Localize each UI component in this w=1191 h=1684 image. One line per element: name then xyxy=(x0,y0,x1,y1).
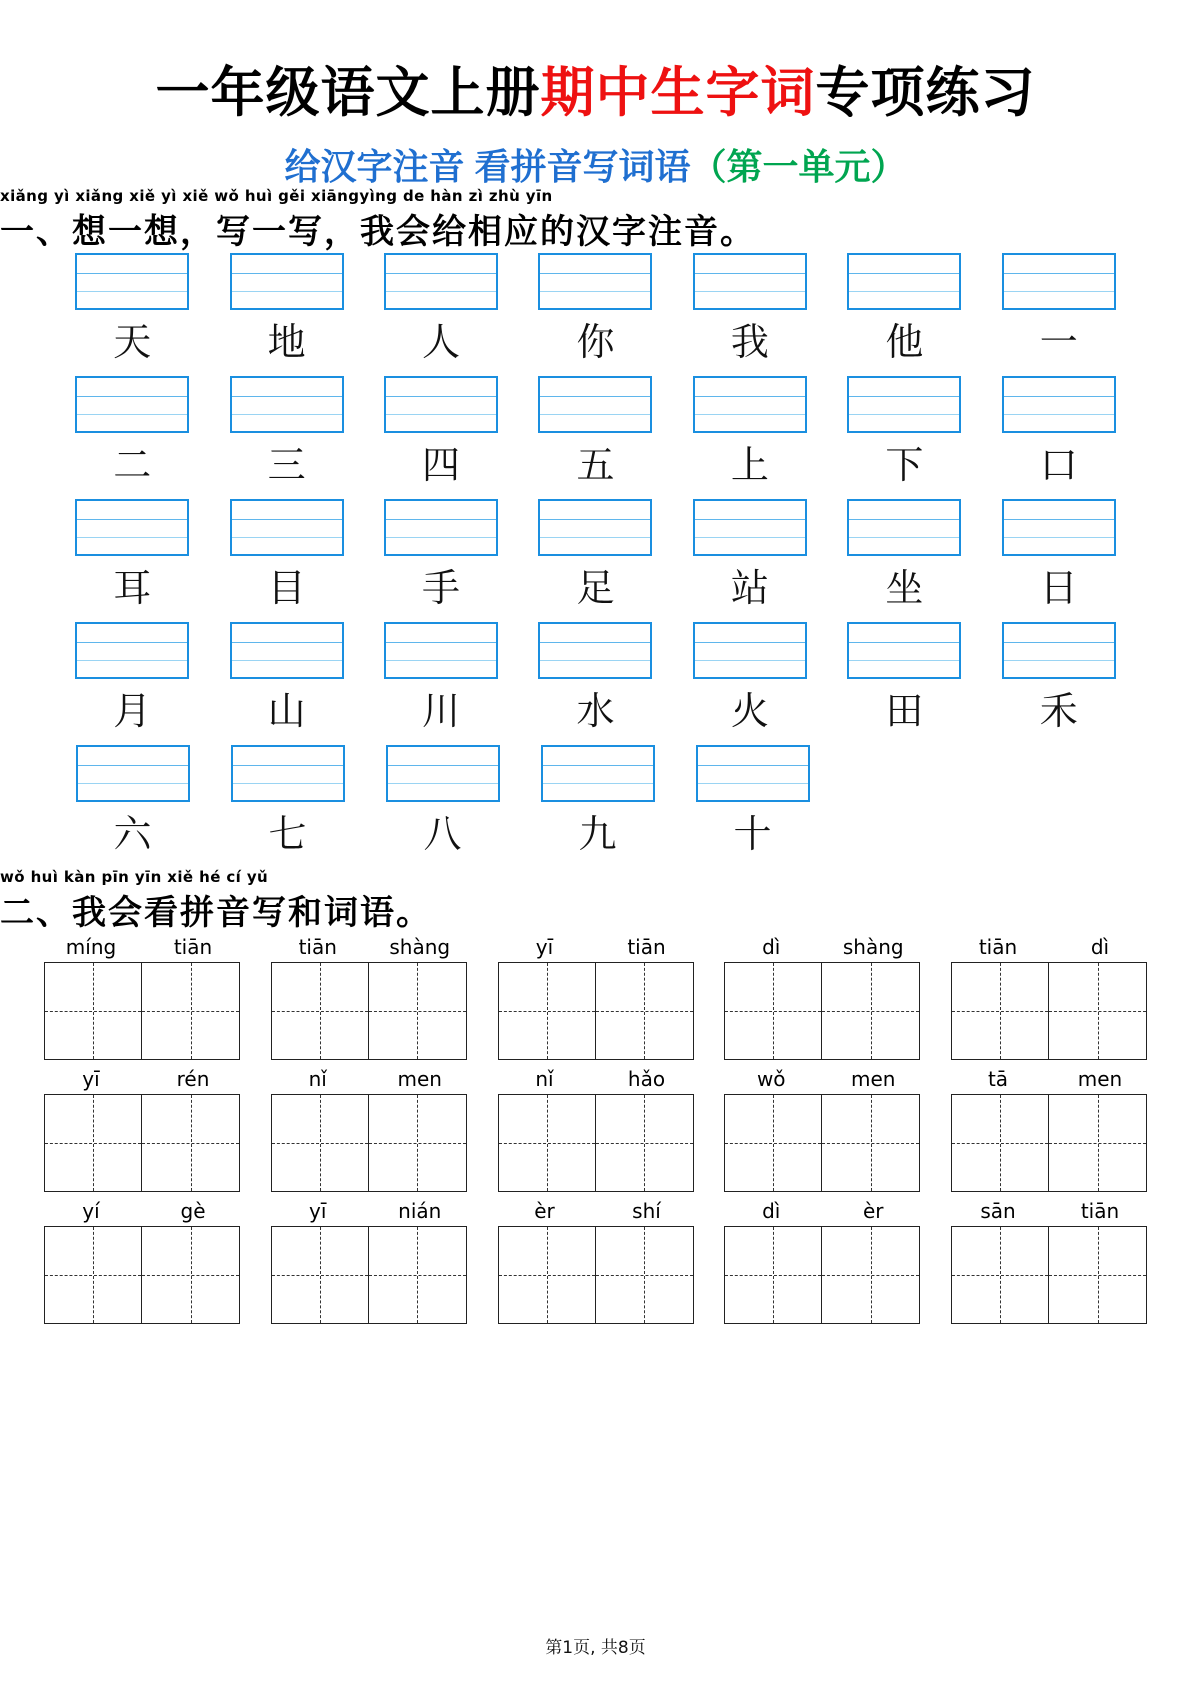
exercise-one-cell xyxy=(675,745,830,868)
word-pinyin xyxy=(40,932,244,962)
word-pinyin xyxy=(494,1064,698,1094)
pinyin-syllable: rén xyxy=(176,1067,210,1092)
exercise-one-cell xyxy=(55,253,209,376)
hanzi-prompt: 天 xyxy=(113,322,152,365)
hanzi-prompt: 七 xyxy=(268,814,307,857)
exercise-one-row xyxy=(55,376,1136,499)
pinyin-write-box[interactable] xyxy=(693,376,807,433)
pinyin-syllable: tā xyxy=(987,1067,1009,1092)
exercise-one-cell xyxy=(827,376,981,499)
word-pinyin xyxy=(947,1196,1151,1226)
tianzige-cell[interactable] xyxy=(498,1226,596,1324)
pinyin-write-box[interactable] xyxy=(847,253,961,310)
tianzige-cell[interactable] xyxy=(724,1226,822,1324)
word-slot xyxy=(720,1064,924,1192)
tianzige-cell[interactable] xyxy=(498,962,596,1060)
exercise-one-cell xyxy=(518,253,672,376)
hanzi-prompt: 人 xyxy=(422,322,461,365)
page-subtitle xyxy=(0,124,1191,187)
pinyin-syllable: tiān xyxy=(978,935,1018,960)
hanzi-prompt: 十 xyxy=(733,814,772,857)
page-footer: 第1页, 共8页 xyxy=(545,1638,646,1658)
exercise-one-cell xyxy=(518,499,672,622)
exercise-one-cell xyxy=(982,376,1136,499)
word-slot xyxy=(947,1196,1151,1324)
hanzi-prompt: 川 xyxy=(422,691,461,734)
exercise-one-row xyxy=(55,499,1136,622)
exercise-one-cell xyxy=(673,376,827,499)
pinyin-write-box[interactable] xyxy=(230,622,344,679)
tianzige-cell[interactable] xyxy=(369,1094,467,1192)
tianzige-cell[interactable] xyxy=(1049,962,1147,1060)
tianzige-cell[interactable] xyxy=(724,1094,822,1192)
pinyin-syllable: men xyxy=(1077,1067,1123,1092)
pinyin-syllable: men xyxy=(851,1067,896,1092)
hanzi-prompt: 地 xyxy=(267,322,306,365)
pinyin-syllable: shàng xyxy=(842,935,904,960)
pinyin-write-box[interactable] xyxy=(1002,253,1116,310)
tianzige-cell[interactable] xyxy=(369,962,467,1060)
exercise-one-cell xyxy=(55,499,209,622)
pinyin-syllable: yī xyxy=(309,1199,327,1224)
exercise-one-cell xyxy=(827,499,981,622)
pinyin-syllable: shàng xyxy=(389,935,451,960)
tianzige-pair xyxy=(44,1094,240,1192)
pinyin-write-box[interactable] xyxy=(230,499,344,556)
title-highlight: 期中生字词 xyxy=(540,63,816,123)
pinyin-write-box[interactable] xyxy=(75,253,189,310)
pinyin-syllable: shí xyxy=(632,1199,661,1224)
hanzi-prompt: 六 xyxy=(113,814,152,857)
hanzi-prompt: 水 xyxy=(576,691,615,734)
pinyin-syllable: tiān xyxy=(173,935,213,960)
tianzige-cell[interactable] xyxy=(1049,1094,1147,1192)
pinyin-syllable: men xyxy=(397,1067,442,1092)
hanzi-prompt: 口 xyxy=(1039,445,1078,488)
tianzige-cell[interactable] xyxy=(822,1226,920,1324)
tianzige-pair xyxy=(271,962,467,1060)
exercise-one-cell xyxy=(518,376,672,499)
exercise-one-cell xyxy=(364,253,518,376)
pinyin-syllable: gè xyxy=(180,1199,206,1224)
pinyin-write-box[interactable] xyxy=(693,622,807,679)
tianzige-cell[interactable] xyxy=(44,1094,142,1192)
pinyin-syllable: wǒ xyxy=(756,1067,786,1092)
pinyin-syllable: nián xyxy=(398,1199,442,1224)
hanzi-prompt: 手 xyxy=(422,568,461,611)
pinyin-write-box[interactable] xyxy=(384,376,498,433)
tianzige-cell[interactable] xyxy=(142,962,240,1060)
exercise-one-cell xyxy=(209,622,363,745)
tianzige-pair xyxy=(724,962,920,1060)
word-slot xyxy=(947,932,1151,1060)
word-pinyin xyxy=(267,1196,471,1226)
tianzige-cell[interactable] xyxy=(951,1094,1049,1192)
pinyin-write-box[interactable] xyxy=(75,376,189,433)
word-slot xyxy=(267,1196,471,1324)
title-part-1: 一年级语文上册 xyxy=(155,63,541,123)
hanzi-prompt: 禾 xyxy=(1039,691,1078,734)
subtitle-unit: （第一单元） xyxy=(690,146,907,188)
pinyin-write-box[interactable] xyxy=(538,253,652,310)
hanzi-prompt: 耳 xyxy=(113,568,152,611)
word-pinyin xyxy=(720,1064,924,1094)
hanzi-prompt: 足 xyxy=(576,568,615,611)
exercise-one-cell xyxy=(982,253,1136,376)
exercise-one-cell xyxy=(209,499,363,622)
exercise-two-row xyxy=(40,932,1151,1060)
exercise-one-cell xyxy=(827,253,981,376)
tianzige-pair xyxy=(951,962,1147,1060)
pinyin-write-box[interactable] xyxy=(693,253,807,310)
pinyin-write-box[interactable] xyxy=(847,499,961,556)
pinyin-write-box[interactable] xyxy=(230,253,344,310)
exercise-one-cell xyxy=(55,622,209,745)
pinyin-write-box[interactable] xyxy=(231,745,345,802)
hanzi-prompt: 二 xyxy=(113,445,152,488)
tianzige-cell[interactable] xyxy=(596,962,694,1060)
exercise-one-cell xyxy=(673,253,827,376)
pinyin-syllable: sān xyxy=(980,1199,1016,1224)
tianzige-pair xyxy=(44,962,240,1060)
pinyin-write-box[interactable] xyxy=(538,622,652,679)
tianzige-cell[interactable] xyxy=(724,962,822,1060)
tianzige-cell[interactable] xyxy=(596,1226,694,1324)
word-pinyin xyxy=(494,1196,698,1226)
pinyin-write-box[interactable] xyxy=(696,745,810,802)
pinyin-write-box[interactable] xyxy=(75,499,189,556)
word-pinyin xyxy=(494,932,698,962)
exercise-one-cell xyxy=(827,622,981,745)
word-slot xyxy=(720,932,924,1060)
hanzi-prompt: 坐 xyxy=(885,568,924,611)
pinyin-syllable: nǐ xyxy=(308,1067,327,1092)
section-one-pinyin: xiǎng yì xiǎng xiě yì xiě wǒ huì gěi xiāngyìng de hàn zì zhù yīn xyxy=(0,187,553,206)
title-part-3: 专项练习 xyxy=(815,63,1036,123)
exercise-one-row xyxy=(55,622,1136,745)
pinyin-write-box[interactable] xyxy=(384,253,498,310)
word-slot xyxy=(267,1064,471,1192)
pinyin-syllable: èr xyxy=(534,1199,555,1224)
tianzige-pair xyxy=(724,1094,920,1192)
tianzige-pair xyxy=(498,1226,694,1324)
tianzige-cell[interactable] xyxy=(951,1226,1049,1324)
tianzige-cell[interactable] xyxy=(822,1094,920,1192)
word-slot xyxy=(494,1064,698,1192)
word-pinyin xyxy=(40,1196,244,1226)
exercise-one-cell xyxy=(673,499,827,622)
hanzi-prompt: 他 xyxy=(885,322,924,365)
exercise-one-cell xyxy=(209,253,363,376)
word-slot xyxy=(494,1196,698,1324)
word-pinyin xyxy=(947,1064,1151,1094)
tianzige-cell[interactable] xyxy=(271,1094,369,1192)
hanzi-prompt: 日 xyxy=(1039,568,1078,611)
exercise-one-cell xyxy=(210,745,365,868)
exercise-two-grid xyxy=(0,930,1191,1324)
word-pinyin xyxy=(720,1196,924,1226)
page-title xyxy=(0,0,1191,124)
pinyin-write-box[interactable] xyxy=(541,745,655,802)
exercise-one-row xyxy=(55,745,1136,868)
exercise-one-cell xyxy=(364,376,518,499)
hanzi-prompt: 月 xyxy=(113,691,152,734)
pinyin-write-box[interactable] xyxy=(1002,622,1116,679)
hanzi-prompt: 下 xyxy=(885,445,924,488)
tianzige-pair xyxy=(724,1226,920,1324)
tianzige-cell[interactable] xyxy=(1049,1226,1147,1324)
exercise-one-cell xyxy=(364,499,518,622)
pinyin-write-box[interactable] xyxy=(538,499,652,556)
tianzige-cell[interactable] xyxy=(596,1094,694,1192)
pinyin-syllable: yí xyxy=(82,1199,100,1224)
word-slot xyxy=(40,932,244,1060)
word-pinyin xyxy=(267,1064,471,1094)
tianzige-cell[interactable] xyxy=(369,1226,467,1324)
exercise-one-cell xyxy=(982,622,1136,745)
pinyin-syllable: tiān xyxy=(298,935,337,960)
word-pinyin xyxy=(40,1064,244,1094)
exercise-one-cell xyxy=(673,622,827,745)
tianzige-cell[interactable] xyxy=(142,1226,240,1324)
tianzige-cell[interactable] xyxy=(951,962,1049,1060)
exercise-one-cell xyxy=(209,376,363,499)
exercise-one-cell xyxy=(55,376,209,499)
pinyin-write-box[interactable] xyxy=(693,499,807,556)
hanzi-prompt: 一 xyxy=(1039,322,1078,365)
pinyin-syllable: èr xyxy=(862,1199,884,1224)
pinyin-write-box[interactable] xyxy=(75,622,189,679)
pinyin-syllable: dì xyxy=(1090,935,1110,960)
pinyin-write-box[interactable] xyxy=(847,376,961,433)
tianzige-cell[interactable] xyxy=(498,1094,596,1192)
hanzi-prompt: 站 xyxy=(730,568,769,611)
section-one-title: 一、想一想，写一写，我会给相应的汉字注音。 xyxy=(0,213,756,252)
pinyin-write-box[interactable] xyxy=(847,622,961,679)
tianzige-cell[interactable] xyxy=(822,962,920,1060)
tianzige-pair xyxy=(951,1226,1147,1324)
pinyin-write-box[interactable] xyxy=(1002,499,1116,556)
hanzi-prompt: 山 xyxy=(267,691,306,734)
exercise-one-row xyxy=(55,253,1136,376)
tianzige-pair xyxy=(271,1094,467,1192)
hanzi-prompt: 三 xyxy=(267,445,306,488)
exercise-one-cell xyxy=(518,622,672,745)
pinyin-syllable: tiān xyxy=(1080,1199,1120,1224)
pinyin-write-box[interactable] xyxy=(230,376,344,433)
word-pinyin xyxy=(947,932,1151,962)
pinyin-syllable: yī xyxy=(82,1067,100,1092)
pinyin-syllable: hǎo xyxy=(627,1067,666,1092)
hanzi-prompt: 九 xyxy=(578,814,617,857)
subtitle-text: 给汉字注音 看拼音写词语 xyxy=(284,146,691,188)
tianzige-pair xyxy=(951,1094,1147,1192)
word-slot xyxy=(494,932,698,1060)
tianzige-cell[interactable] xyxy=(271,1226,369,1324)
hanzi-prompt: 八 xyxy=(423,814,462,857)
hanzi-prompt: 田 xyxy=(885,691,924,734)
pinyin-syllable: yī xyxy=(535,935,554,960)
exercise-one-grid xyxy=(0,249,1191,868)
pinyin-syllable: tiān xyxy=(627,935,666,960)
hanzi-prompt: 你 xyxy=(576,322,615,365)
section-two-pinyin: wǒ huì kàn pīn yīn xiě hé cí yǔ xyxy=(0,868,269,887)
word-slot xyxy=(40,1064,244,1192)
section-one xyxy=(0,187,1191,868)
pinyin-syllable: dì xyxy=(762,1199,781,1224)
pinyin-write-box[interactable] xyxy=(384,622,498,679)
tianzige-cell[interactable] xyxy=(44,1226,142,1324)
word-slot xyxy=(40,1196,244,1324)
tianzige-pair xyxy=(271,1226,467,1324)
tianzige-cell[interactable] xyxy=(142,1094,240,1192)
exercise-one-cell xyxy=(520,745,675,868)
section-two-heading xyxy=(0,868,1191,933)
pinyin-syllable: míng xyxy=(65,935,117,960)
word-pinyin xyxy=(267,932,471,962)
pinyin-write-box[interactable] xyxy=(384,499,498,556)
tianzige-pair xyxy=(44,1226,240,1324)
exercise-one-cell xyxy=(55,745,210,868)
hanzi-prompt: 五 xyxy=(576,445,615,488)
word-slot xyxy=(267,932,471,1060)
section-one-heading xyxy=(0,187,1191,252)
pinyin-syllable: nǐ xyxy=(535,1067,554,1092)
exercise-one-cell xyxy=(365,745,520,868)
hanzi-prompt: 火 xyxy=(730,691,769,734)
pinyin-write-box[interactable] xyxy=(76,745,190,802)
hanzi-prompt: 我 xyxy=(730,322,769,365)
hanzi-prompt: 目 xyxy=(267,568,306,611)
pinyin-write-box[interactable] xyxy=(386,745,500,802)
hanzi-prompt: 四 xyxy=(422,445,461,488)
section-two xyxy=(0,868,1191,1324)
tianzige-cell[interactable] xyxy=(271,962,369,1060)
pinyin-syllable: dì xyxy=(762,935,781,960)
word-slot xyxy=(720,1196,924,1324)
pinyin-write-box[interactable] xyxy=(538,376,652,433)
tianzige-pair xyxy=(498,962,694,1060)
pinyin-write-box[interactable] xyxy=(1002,376,1116,433)
exercise-one-cell xyxy=(364,622,518,745)
word-slot xyxy=(947,1064,1151,1192)
exercise-one-cell xyxy=(982,499,1136,622)
section-two-title: 二、我会看拼音写和词语。 xyxy=(0,894,432,933)
tianzige-cell[interactable] xyxy=(44,962,142,1060)
word-pinyin xyxy=(720,932,924,962)
exercise-two-row xyxy=(40,1196,1151,1324)
tianzige-pair xyxy=(498,1094,694,1192)
exercise-two-row xyxy=(40,1064,1151,1192)
hanzi-prompt: 上 xyxy=(730,445,769,488)
